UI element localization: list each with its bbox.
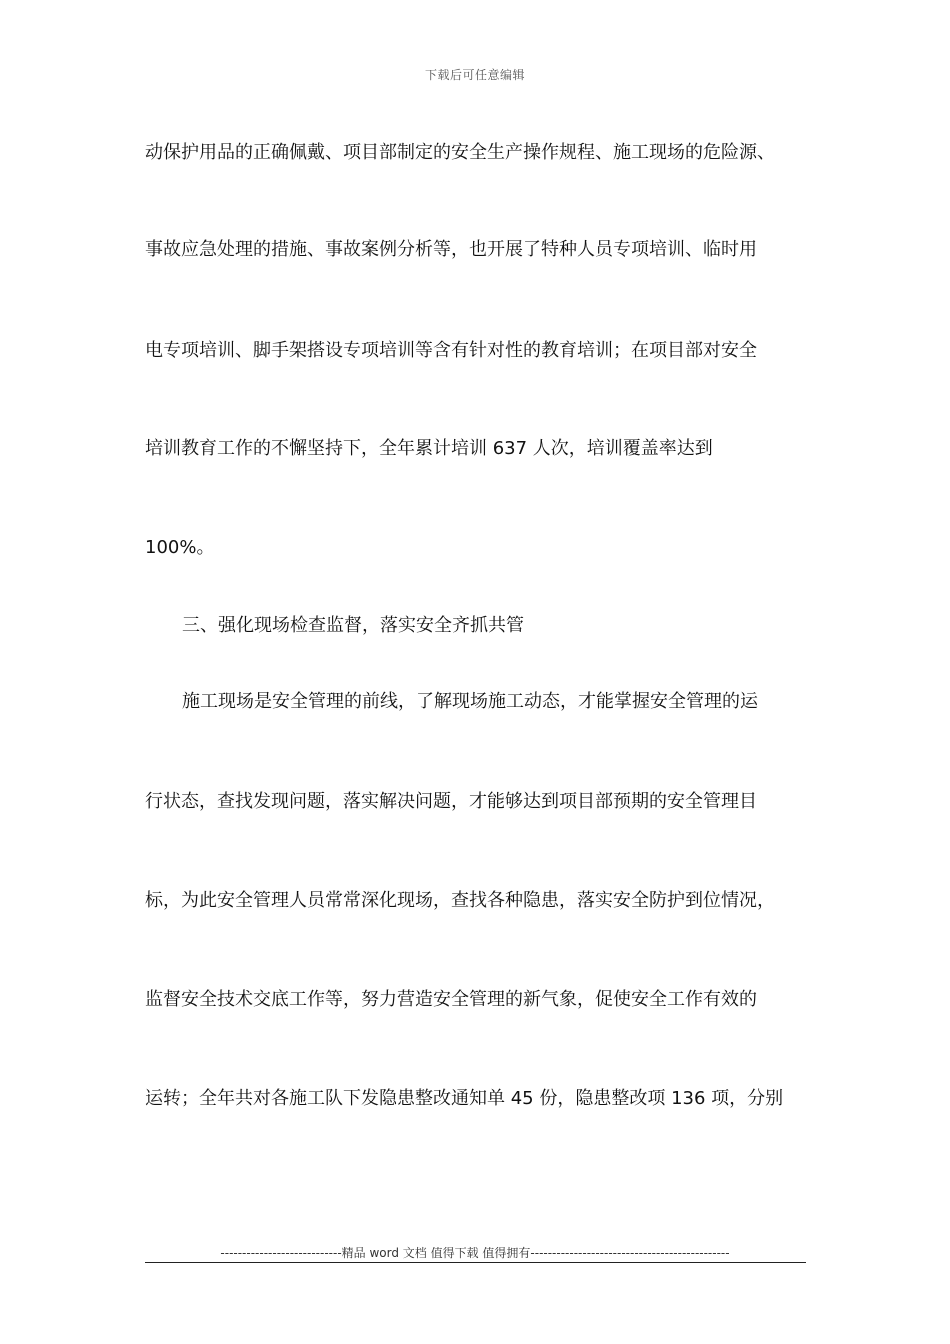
text-line: 100%。 bbox=[145, 537, 215, 558]
section-heading: 三、强化现场检查监督，落实安全齐抓共管 bbox=[182, 615, 524, 636]
text-line: 运转；全年共对各施工队下发隐患整改通知单 45 份，隐患整改项 136 项，分别 bbox=[145, 1088, 784, 1109]
footer-rule bbox=[145, 1262, 806, 1263]
paragraph-first-line: 施工现场是安全管理的前线，了解现场施工动态，才能掌握安全管理的运 bbox=[182, 691, 758, 712]
text-line: 培训教育工作的不懈坚持下，全年累计培训 637 人次，培训覆盖率达到 bbox=[145, 438, 713, 459]
text-line: 标，为此安全管理人员常常深化现场，查找各种隐患，落实安全防护到位情况， bbox=[145, 890, 775, 911]
text-line: 行状态，查找发现问题，落实解决问题，才能够达到项目部预期的安全管理目 bbox=[145, 791, 757, 812]
page-header: 下载后可任意编辑 bbox=[424, 68, 525, 82]
page-footer: ----------------------------精品 word 文档 值得下载 值得拥有---------------------------------------------- bbox=[220, 1246, 730, 1260]
text-line: 动保护用品的正确佩戴、项目部制定的安全生产操作规程、施工现场的危险源、 bbox=[145, 142, 775, 163]
text-line: 电专项培训、脚手架搭设专项培训等含有针对性的教育培训；在项目部对安全 bbox=[145, 340, 757, 361]
text-line: 监督安全技术交底工作等，努力营造安全管理的新气象，促使安全工作有效的 bbox=[145, 989, 757, 1010]
text-line: 事故应急处理的措施、事故案例分析等，也开展了特种人员专项培训、临时用 bbox=[145, 239, 757, 260]
